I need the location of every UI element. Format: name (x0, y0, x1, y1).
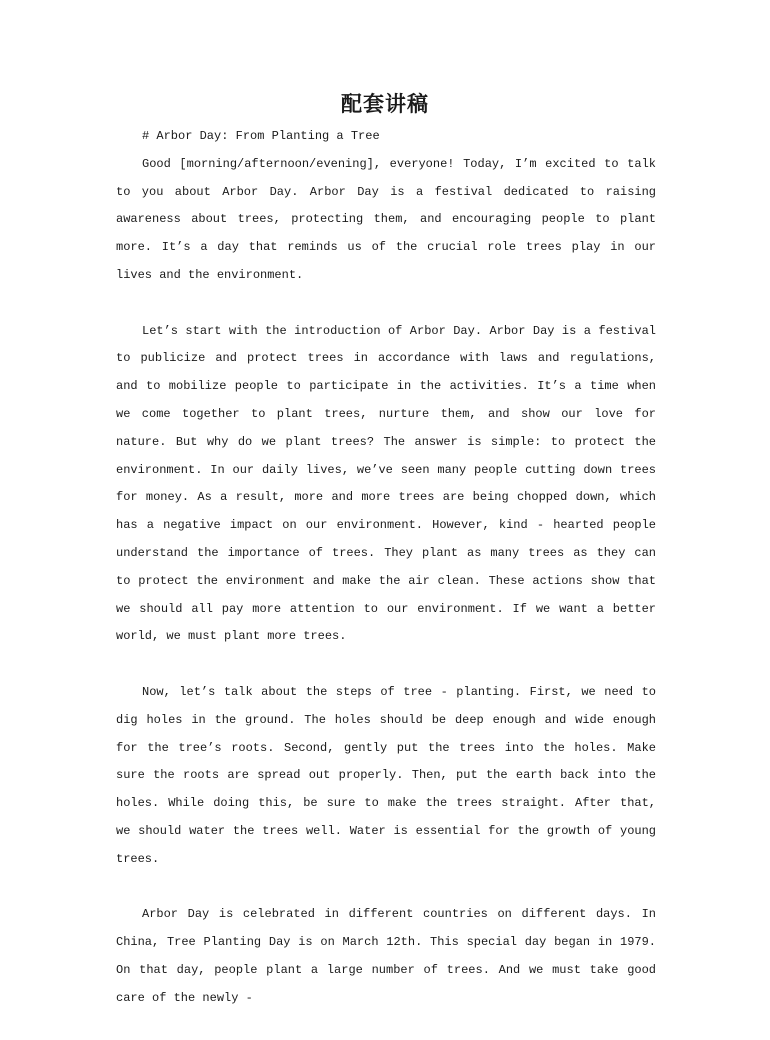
speech-body (116, 123, 656, 1040)
paragraph-introduction-of-arbor-day: Let’s start with the introduction of Arbor Day. Arbor Day is a festival to publicize and protect trees in accordance with laws and regulations, and to mobilize people to participate in the activities. It’s a time when we come together to plant trees, nurture them, and show our love for nature. But why do we plant trees? The answer is simple: to protect the environment. In our daily lives, we’ve seen many people cutting down trees for money. As a result, more and more trees are being chopped down, which has a negative impact on our environment. However, kind - hearted people understand the importance of trees. They plant as many trees as they can to protect the environment and make the air clean. These actions show that we should all pay more attention to our environment. If we want a better world, we must plant more trees. (116, 323, 656, 644)
paragraph-planting-steps: Now, let’s talk about the steps of tree - planting. First, we need to dig holes in the ground. The holes should be deep enough and wide enough for the tree’s roots. Second, gently put the trees into the holes. Make sure the roots are spread out properly. Then, put the earth back into the holes. While doing this, be sure to make the trees straight. After that, we should water the trees well. Water is essential for the growth of young trees. (116, 684, 656, 866)
paragraph-intro: Good [morning/afternoon/evening], everyone! Today, I’m excited to talk to you about Arbor Day. Arbor Day is a festival dedicated to raising awareness about trees, protecting them, and encouraging people to plant more. It’s a day that reminds us of the crucial role trees play in our lives and the environment. (116, 156, 656, 282)
speech-heading: # Arbor Day: From Planting a Tree (142, 129, 380, 143)
page-title: 配套讲稿 (341, 91, 429, 116)
paragraph-celebration-dates: Arbor Day is celebrated in different countries on different days. In China, Tree Planting Day is on March 12th. This special day began in 1979. On that day, people plant a large number of trees. And we must take good care of the newly - (116, 907, 656, 1005)
